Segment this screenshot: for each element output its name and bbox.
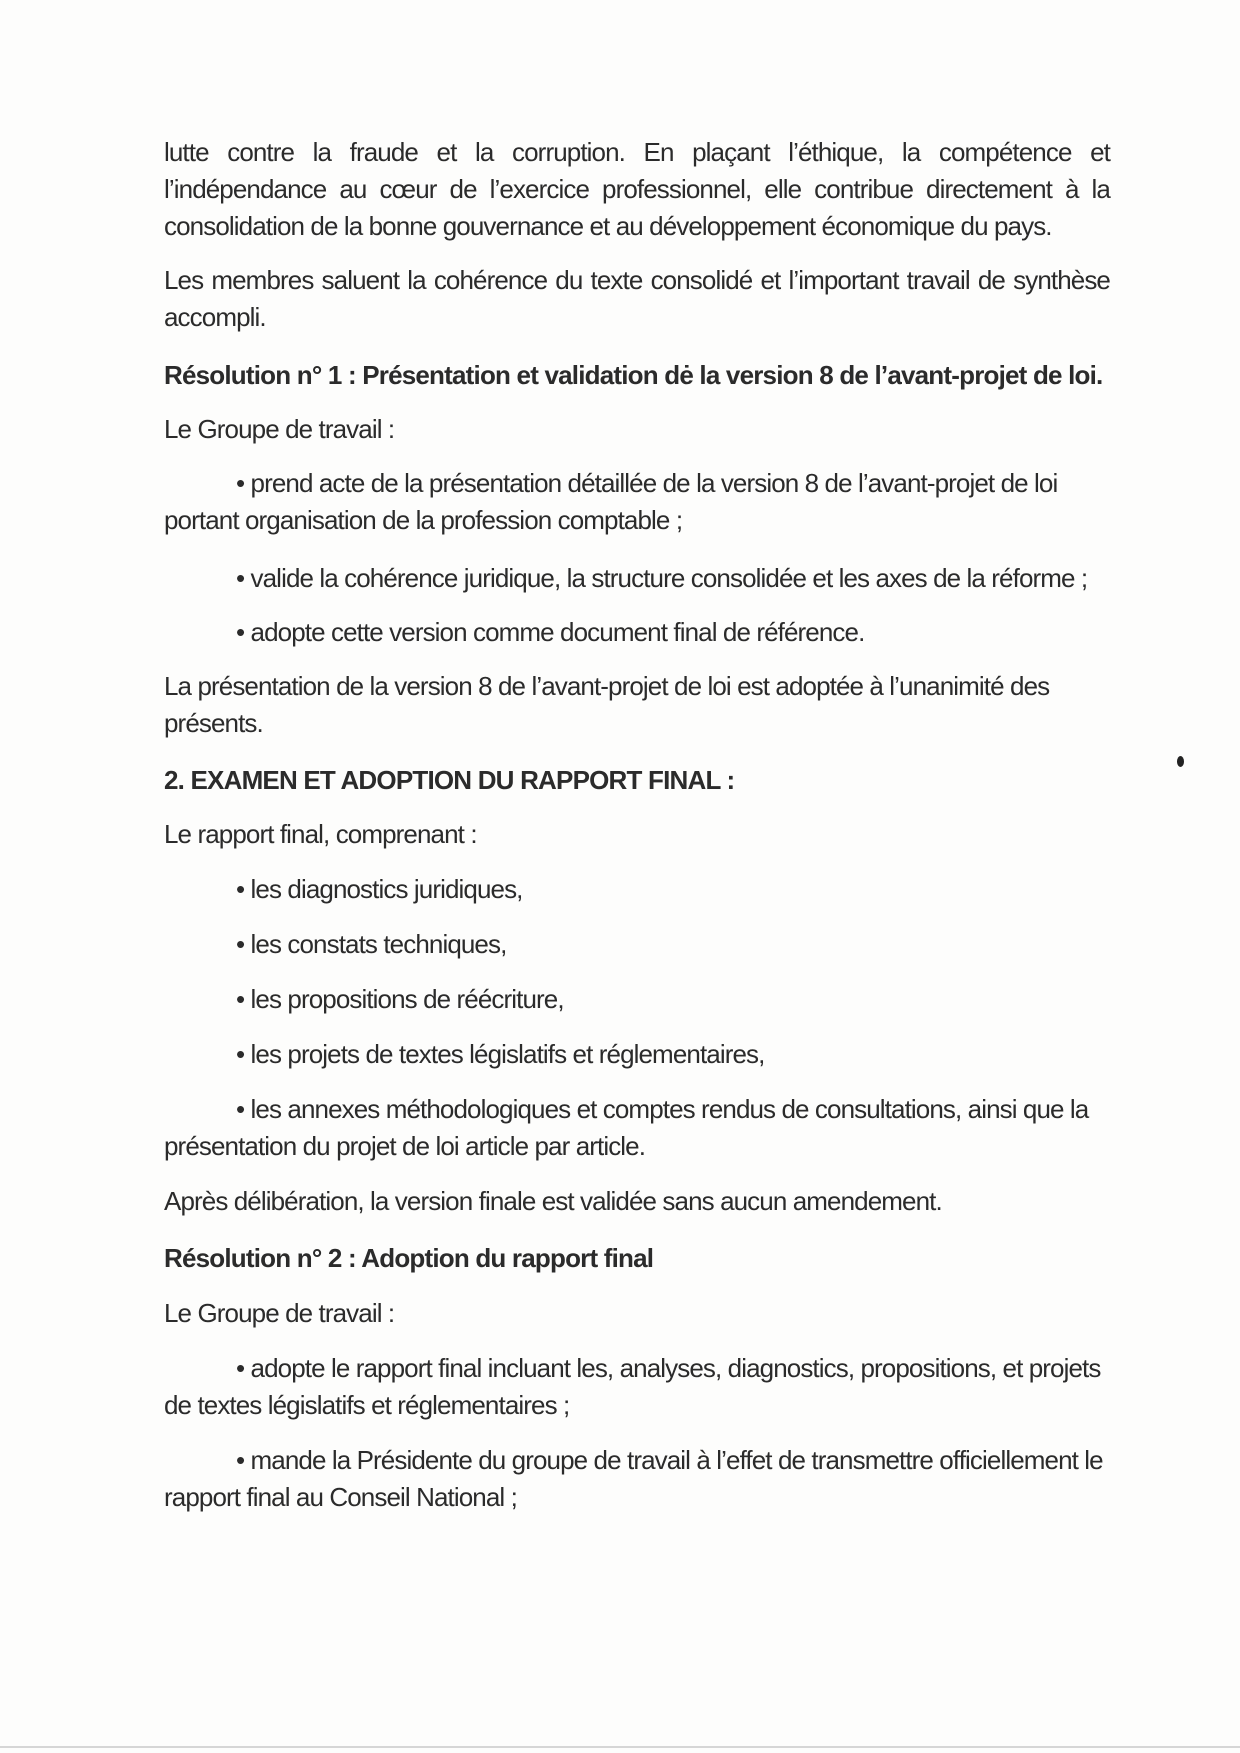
resolution-2-bullet-1-line-2: de textes législatifs et réglementaires ;: [164, 1390, 570, 1420]
scan-bottom-edge: [0, 1746, 1240, 1748]
section-2-bullet-5-line-2: présentation du projet de loi article par article.: [164, 1131, 646, 1161]
resolution-2-bullet-2-line-1: • mande la Présidente du groupe de travail à l’effet de transmettre officiellement le: [236, 1445, 1103, 1475]
intro-line-2: l’indépendance au cœur de l’exercice professionnel, elle contribue directement à la: [164, 174, 1110, 204]
section-2-bullet-1: • les diagnostics juridiques,: [236, 874, 523, 904]
resolution-1-bullet-3: • adopte cette version comme document final de référence.: [236, 617, 865, 647]
intro-line-3: consolidation de la bonne gouvernance et au développement économique du pays.: [164, 211, 1052, 241]
section-2-bullet-2: • les constats techniques,: [236, 929, 507, 959]
ink-speck: [1177, 756, 1184, 767]
section-2-intro: Le rapport final, comprenant :: [164, 819, 477, 849]
resolution-1-bullet-1-line-2: portant organisation de la profession comptable ;: [164, 505, 683, 535]
resolution-1-bullet-2: • valide la cohérence juridique, la structure consolidée et les axes de la réforme ;: [236, 563, 1088, 593]
resolution-2-title: Résolution n° 2 : Adoption du rapport final: [164, 1243, 654, 1273]
resolution-2-bullet-1-line-1: • adopte le rapport final incluant les, analyses, diagnostics, propositions, et projets: [236, 1353, 1101, 1383]
section-2-conclusion: Après délibération, la version finale est validée sans aucun amendement.: [164, 1186, 942, 1216]
intro-line-1: lutte contre la fraude et la corruption. En plaçant l’éthique, la compétence et: [164, 137, 1110, 167]
section-2-bullet-5-line-1: • les annexes méthodologiques et comptes rendus de consultations, ainsi que la: [236, 1094, 1089, 1124]
section-2-title: 2. EXAMEN ET ADOPTION DU RAPPORT FINAL :: [164, 765, 735, 795]
membres-line-2: accompli.: [164, 302, 266, 332]
section-2-bullet-3: • les propositions de réécriture,: [236, 984, 564, 1014]
resolution-1-intro: Le Groupe de travail :: [164, 414, 395, 444]
resolution-1-bullet-1-line-1: • prend acte de la présentation détaillée de la version 8 de l’avant-projet de loi: [236, 468, 1058, 498]
resolution-1-title: Résolution n° 1 : Présentation et validation dė la version 8 de l’avant-projet de loi.: [164, 360, 1103, 390]
resolution-1-conclusion-line-1: La présentation de la version 8 de l’avant-projet de loi est adoptée à l’unanimité des: [164, 671, 1050, 701]
membres-line-1: Les membres saluent la cohérence du texte consolidé et l’important travail de synthèse: [164, 265, 1110, 295]
resolution-1-conclusion-line-2: présents.: [164, 708, 263, 738]
section-2-bullet-4: • les projets de textes législatifs et réglementaires,: [236, 1039, 765, 1069]
resolution-2-intro: Le Groupe de travail :: [164, 1298, 395, 1328]
resolution-2-bullet-2-line-2: rapport final au Conseil National ;: [164, 1482, 517, 1512]
